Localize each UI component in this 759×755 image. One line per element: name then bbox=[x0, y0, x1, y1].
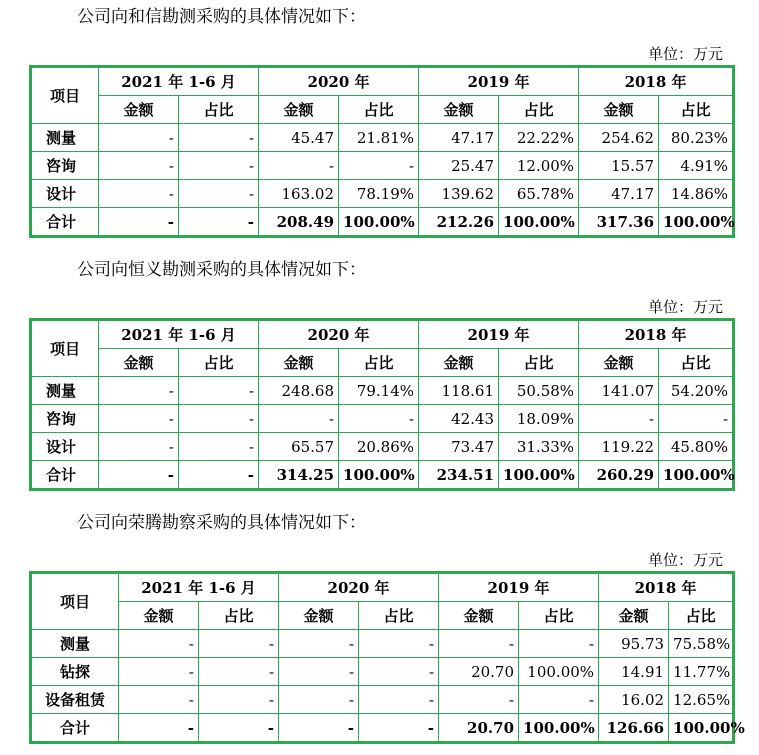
header-period: 2019 年 bbox=[419, 67, 579, 96]
cell: 65.57 bbox=[259, 433, 339, 461]
cell: 100.00% bbox=[499, 461, 579, 490]
header-item: 项目 bbox=[31, 320, 99, 377]
header-item: 项目 bbox=[31, 67, 99, 124]
cell: - bbox=[179, 377, 259, 405]
cell: - bbox=[99, 377, 179, 405]
cell: - bbox=[179, 461, 259, 490]
table-row bbox=[31, 686, 734, 714]
cell: 100.00% bbox=[659, 208, 734, 237]
cell: 12.65% bbox=[669, 686, 734, 714]
cell: 100.00% bbox=[339, 208, 419, 237]
cell: 139.62 bbox=[419, 180, 499, 208]
cell: 100.00% bbox=[669, 714, 734, 743]
cell: 31.33% bbox=[499, 433, 579, 461]
header-period: 2020 年 bbox=[259, 67, 419, 96]
subheader-row bbox=[31, 602, 734, 630]
subheader-share: 占比 bbox=[339, 96, 419, 124]
subheader-share: 占比 bbox=[669, 602, 734, 630]
table-row bbox=[31, 180, 734, 208]
cell: 78.19% bbox=[339, 180, 419, 208]
header-row bbox=[31, 573, 734, 602]
cell: 22.22% bbox=[499, 124, 579, 152]
row-label: 合计 bbox=[31, 461, 99, 490]
cell: 47.17 bbox=[419, 124, 499, 152]
cell: - bbox=[279, 686, 359, 714]
cell: 80.23% bbox=[659, 124, 734, 152]
cell: 126.66 bbox=[599, 714, 669, 743]
cell: - bbox=[119, 630, 199, 658]
cell: - bbox=[119, 686, 199, 714]
subheader-share: 占比 bbox=[519, 602, 599, 630]
table-row bbox=[31, 124, 734, 152]
cell: 14.86% bbox=[659, 180, 734, 208]
cell: 25.47 bbox=[419, 152, 499, 180]
subheader-share: 占比 bbox=[179, 96, 259, 124]
header-period: 2020 年 bbox=[279, 573, 439, 602]
header-period: 2019 年 bbox=[439, 573, 599, 602]
cell: 14.91 bbox=[599, 658, 669, 686]
row-label: 咨询 bbox=[31, 152, 99, 180]
section-intro: 公司向和信勘测采购的具体情况如下： bbox=[77, 7, 366, 27]
cell: - bbox=[519, 630, 599, 658]
cell: 15.57 bbox=[579, 152, 659, 180]
header-row bbox=[31, 67, 734, 96]
row-label: 测量 bbox=[31, 630, 119, 658]
cell: 79.14% bbox=[339, 377, 419, 405]
row-label: 钻探 bbox=[31, 658, 119, 686]
cell: - bbox=[519, 686, 599, 714]
subheader-amount: 金额 bbox=[119, 602, 199, 630]
row-label: 测量 bbox=[31, 377, 99, 405]
cell: - bbox=[99, 433, 179, 461]
subheader-share: 占比 bbox=[359, 602, 439, 630]
cell: 47.17 bbox=[579, 180, 659, 208]
total-row bbox=[31, 714, 734, 743]
unit-label: 单位：万元 bbox=[647, 45, 723, 63]
cell: 100.00% bbox=[659, 461, 734, 490]
cell: - bbox=[179, 152, 259, 180]
cell: 54.20% bbox=[659, 377, 734, 405]
cell: - bbox=[119, 658, 199, 686]
subheader-amount: 金额 bbox=[259, 96, 339, 124]
cell: - bbox=[279, 658, 359, 686]
cell: - bbox=[99, 405, 179, 433]
unit-label: 单位：万元 bbox=[647, 551, 723, 569]
cell: 42.43 bbox=[419, 405, 499, 433]
cell: - bbox=[439, 630, 519, 658]
purchase-table-hexin bbox=[29, 65, 735, 238]
table-row bbox=[31, 630, 734, 658]
unit-label: 单位：万元 bbox=[647, 298, 723, 316]
subheader-amount: 金额 bbox=[579, 349, 659, 377]
cell: - bbox=[659, 405, 734, 433]
cell: 317.36 bbox=[579, 208, 659, 237]
header-period: 2021 年 1-6 月 bbox=[99, 67, 259, 96]
cell: - bbox=[439, 686, 519, 714]
cell: - bbox=[199, 686, 279, 714]
cell: 260.29 bbox=[579, 461, 659, 490]
cell: - bbox=[199, 630, 279, 658]
section-intro: 公司向荣腾勘察采购的具体情况如下： bbox=[77, 513, 366, 533]
subheader-amount: 金额 bbox=[99, 349, 179, 377]
cell: 16.02 bbox=[599, 686, 669, 714]
cell: 20.70 bbox=[439, 658, 519, 686]
cell: 45.47 bbox=[259, 124, 339, 152]
cell: 118.61 bbox=[419, 377, 499, 405]
header-period: 2021 年 1-6 月 bbox=[99, 320, 259, 349]
cell: 65.78% bbox=[499, 180, 579, 208]
subheader-amount: 金额 bbox=[259, 349, 339, 377]
cell: - bbox=[279, 630, 359, 658]
cell: 163.02 bbox=[259, 180, 339, 208]
table-row bbox=[31, 658, 734, 686]
row-label: 合计 bbox=[31, 714, 119, 743]
subheader-amount: 金额 bbox=[419, 96, 499, 124]
cell: - bbox=[99, 180, 179, 208]
row-label: 设计 bbox=[31, 180, 99, 208]
cell: 100.00% bbox=[519, 714, 599, 743]
subheader-amount: 金额 bbox=[419, 349, 499, 377]
cell: 12.00% bbox=[499, 152, 579, 180]
purchase-table-rongteng bbox=[29, 571, 745, 744]
cell: 18.09% bbox=[499, 405, 579, 433]
cell: - bbox=[339, 152, 419, 180]
subheader-share: 占比 bbox=[499, 96, 579, 124]
subheader-amount: 金额 bbox=[99, 96, 179, 124]
total-row bbox=[31, 208, 734, 237]
row-label: 测量 bbox=[31, 124, 99, 152]
cell: - bbox=[339, 405, 419, 433]
header-period: 2018 年 bbox=[579, 67, 734, 96]
header-row bbox=[31, 320, 734, 349]
cell: - bbox=[579, 405, 659, 433]
header-period: 2021 年 1-6 月 bbox=[119, 573, 279, 602]
cell: 119.22 bbox=[579, 433, 659, 461]
subheader-amount: 金额 bbox=[599, 602, 669, 630]
cell: - bbox=[199, 658, 279, 686]
cell: - bbox=[179, 433, 259, 461]
subheader-share: 占比 bbox=[339, 349, 419, 377]
header-item: 项目 bbox=[31, 573, 119, 630]
cell: 100.00% bbox=[519, 658, 599, 686]
row-label: 设备租赁 bbox=[31, 686, 119, 714]
row-label: 咨询 bbox=[31, 405, 99, 433]
subheader-amount: 金额 bbox=[579, 96, 659, 124]
cell: 4.91% bbox=[659, 152, 734, 180]
header-period: 2018 年 bbox=[599, 573, 734, 602]
cell: 141.07 bbox=[579, 377, 659, 405]
subheader-share: 占比 bbox=[179, 349, 259, 377]
cell: - bbox=[359, 714, 439, 743]
section-intro: 公司向恒义勘测采购的具体情况如下： bbox=[77, 260, 366, 280]
cell: - bbox=[359, 686, 439, 714]
table-row bbox=[31, 377, 734, 405]
cell: 100.00% bbox=[499, 208, 579, 237]
cell: 20.86% bbox=[339, 433, 419, 461]
header-period: 2020 年 bbox=[259, 320, 419, 349]
cell: - bbox=[119, 714, 199, 743]
subheader-share: 占比 bbox=[199, 602, 279, 630]
cell: 212.26 bbox=[419, 208, 499, 237]
cell: 50.58% bbox=[499, 377, 579, 405]
subheader-amount: 金额 bbox=[279, 602, 359, 630]
subheader-row bbox=[31, 349, 734, 377]
cell: - bbox=[359, 630, 439, 658]
table-row bbox=[31, 405, 734, 433]
cell: 20.70 bbox=[439, 714, 519, 743]
cell: 75.58% bbox=[669, 630, 734, 658]
cell: - bbox=[99, 124, 179, 152]
subheader-share: 占比 bbox=[659, 96, 734, 124]
cell: 100.00% bbox=[339, 461, 419, 490]
total-row bbox=[31, 461, 734, 490]
row-label: 合计 bbox=[31, 208, 99, 237]
header-period: 2018 年 bbox=[579, 320, 734, 349]
cell: 248.68 bbox=[259, 377, 339, 405]
cell: - bbox=[259, 152, 339, 180]
cell: - bbox=[179, 208, 259, 237]
purchase-table-hengyi bbox=[29, 318, 735, 491]
cell: - bbox=[179, 124, 259, 152]
cell: - bbox=[259, 405, 339, 433]
cell: 208.49 bbox=[259, 208, 339, 237]
cell: - bbox=[99, 152, 179, 180]
table-row bbox=[31, 152, 734, 180]
cell: - bbox=[359, 658, 439, 686]
subheader-row bbox=[31, 96, 734, 124]
cell: - bbox=[199, 714, 279, 743]
cell: 11.77% bbox=[669, 658, 734, 686]
subheader-amount: 金额 bbox=[439, 602, 519, 630]
row-label: 设计 bbox=[31, 433, 99, 461]
cell: - bbox=[99, 461, 179, 490]
cell: 73.47 bbox=[419, 433, 499, 461]
cell: - bbox=[179, 180, 259, 208]
cell: 45.80% bbox=[659, 433, 734, 461]
cell: 21.81% bbox=[339, 124, 419, 152]
table-row bbox=[31, 433, 734, 461]
cell: 95.73 bbox=[599, 630, 669, 658]
cell: - bbox=[99, 208, 179, 237]
cell: - bbox=[179, 405, 259, 433]
subheader-share: 占比 bbox=[499, 349, 579, 377]
cell: 314.25 bbox=[259, 461, 339, 490]
header-period: 2019 年 bbox=[419, 320, 579, 349]
cell: 254.62 bbox=[579, 124, 659, 152]
cell: 234.51 bbox=[419, 461, 499, 490]
subheader-share: 占比 bbox=[659, 349, 734, 377]
cell: - bbox=[279, 714, 359, 743]
